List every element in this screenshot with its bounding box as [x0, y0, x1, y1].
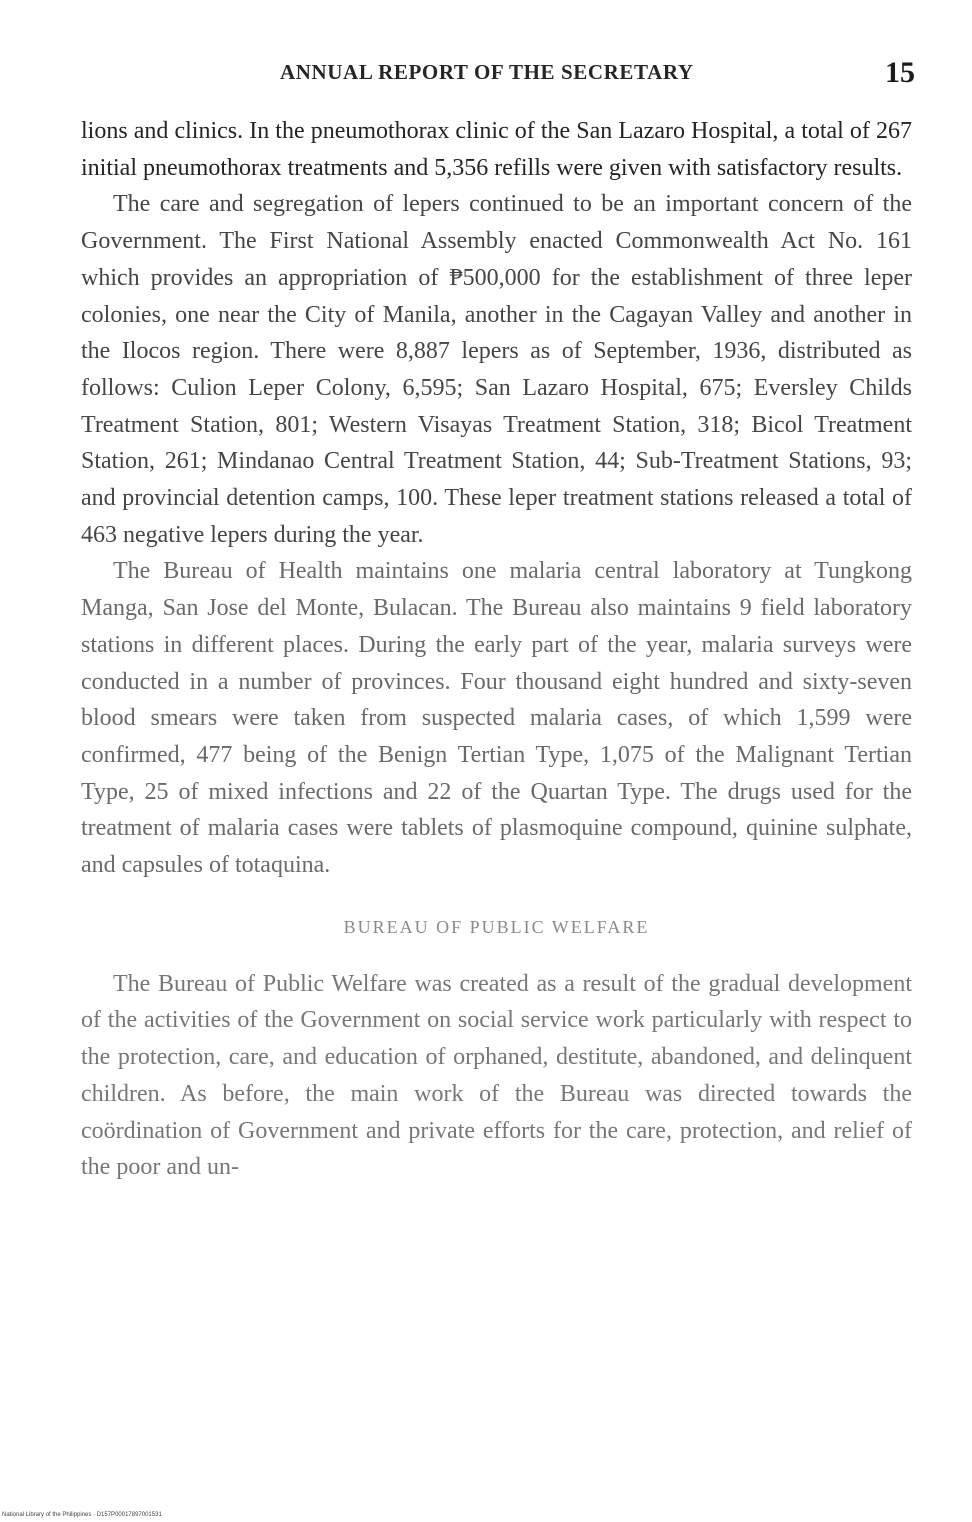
paragraph-continuation: lions and clinics. In the pneumothorax clinic of the San Lazaro Hospital, a total of 267 initial pneumothorax treatments and 5,356 refills were given with satisfactory results.	[81, 118, 912, 181]
section-heading: BUREAU OF PUBLIC WELFARE	[343, 916, 650, 937]
paragraph-malaria: The Bureau of Health maintains one malaria central laboratory at Tungkong Manga, San Jose del Monte, Bulacan. The Bureau also maintains 9 field laboratory stations in different places. During the early part of the year, malaria surveys were conducted in a number of provinces. Four thousand eight hundred and sixty-seven blood smears were taken from suspected malaria cases, of which 1,599 were confirmed, 477 being of the Benign Tertian Type, 1,075 of the Malignant Tertian Type, 25 of mixed infections and 22 of the Quartan Type. The drugs used for the treatment of malaria cases were tablets of plasmoquine compound, quinine sulphate, and capsules of totaquina.	[81, 558, 912, 879]
paragraph-lepers: The care and segregation of lepers continued to be an important concern of the Government. The First National Assembly enacted Commonwealth Act No. 161 which provides an appropriation of ₱500,000 for the establishment of three leper colonies, one near the City of Manila, another in the Cagayan Valley and another in the Ilocos region. There were 8,887 lepers as of September, 1936, distributed as follows: Culion Leper Colony, 6,595; San Lazaro Hospital, 675; Eversley Childs Treatment Station, 801; Western Visayas Treatment Station, 318; Bicol Treatment Station, 261; Mindanao Central Treatment Station, 44; Sub-Treatment Stations, 93; and provincial detention camps, 100. These leper treatment stations released a total of 463 negative lepers during the year.	[81, 191, 912, 548]
body-text	[81, 113, 912, 1186]
page-header	[80, 58, 915, 94]
page-number: 15	[885, 56, 915, 89]
running-title: ANNUAL REPORT OF THE SECRETARY	[280, 60, 694, 84]
paragraph-public-welfare: The Bureau of Public Welfare was created as a result of the gradual development of the activities of the Government on social service work particularly with respect to the protection, care, and education of orphaned, destitute, abandoned, and delinquent children. As before, the main work of the Bureau was directed towards the coördination of Government and private efforts for the care, protection, and relief of the poor and un-	[81, 970, 912, 1181]
scan-credit: National Library of the Philippines · D157P00017897001531	[2, 1512, 162, 1518]
